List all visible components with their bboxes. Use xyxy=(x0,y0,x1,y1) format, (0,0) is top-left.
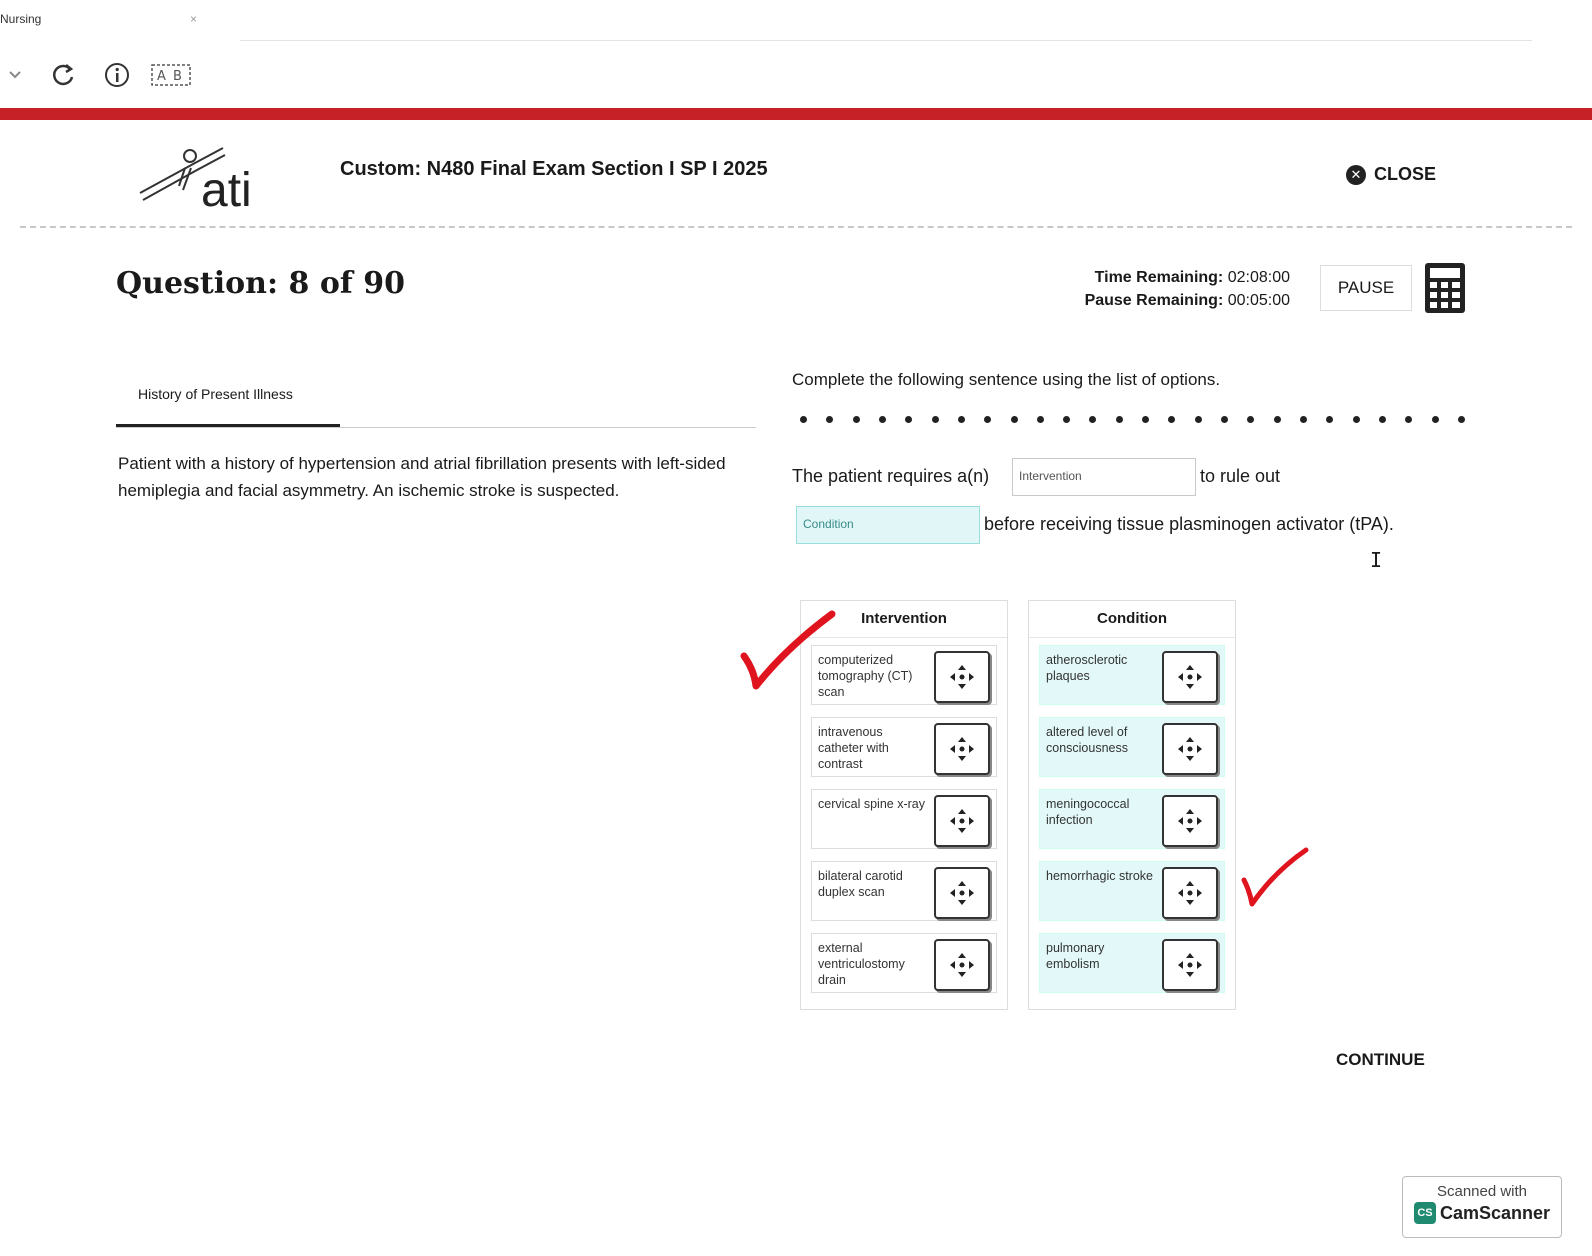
checkmark-annotation-icon xyxy=(1240,846,1310,910)
svg-text:B: B xyxy=(173,69,182,84)
divider-dot xyxy=(853,416,860,423)
move-handle-icon[interactable] xyxy=(934,867,990,919)
divider-dot xyxy=(1168,416,1175,423)
chevron-down-icon[interactable] xyxy=(0,60,30,90)
pause-button[interactable]: PAUSE xyxy=(1320,265,1412,311)
question-counter: Question: 8 of 90 xyxy=(116,266,405,301)
tab-history-present-illness[interactable]: History of Present Illness xyxy=(138,386,293,402)
close-label: CLOSE xyxy=(1374,164,1437,184)
move-handle-icon[interactable] xyxy=(1162,795,1218,847)
intervention-option[interactable] xyxy=(811,789,997,849)
info-icon[interactable] xyxy=(102,60,132,90)
option-label: cervical spine x-ray xyxy=(818,797,925,811)
close-icon: ✕ xyxy=(1346,165,1366,185)
option-label: hemorrhagic stroke xyxy=(1046,869,1153,883)
divider-dot xyxy=(1142,416,1149,423)
divider-dot xyxy=(1089,416,1096,423)
move-handle-icon[interactable] xyxy=(934,651,990,703)
tab-close-icon[interactable]: × xyxy=(190,12,198,26)
option-label: external ventriculostomy drain xyxy=(818,941,905,987)
option-label: computerized tomography (CT) scan xyxy=(818,653,913,699)
time-remaining-label: Time Remaining: xyxy=(1094,269,1224,286)
move-handle-icon[interactable] xyxy=(1162,939,1218,991)
condition-option[interactable] xyxy=(1039,861,1225,921)
reload-icon[interactable] xyxy=(48,60,78,90)
divider-dot xyxy=(1458,416,1465,423)
divider-dot xyxy=(800,416,807,423)
divider-dot xyxy=(1247,416,1254,423)
close-button[interactable] xyxy=(1346,164,1436,185)
condition-option[interactable] xyxy=(1039,789,1225,849)
divider-dot xyxy=(1405,416,1412,423)
camscanner-icon: CS xyxy=(1414,1202,1436,1224)
brand-bar xyxy=(0,108,1592,120)
time-remaining-value: 02:08:00 xyxy=(1227,269,1290,286)
move-handle-icon[interactable] xyxy=(1162,651,1218,703)
intervention-option[interactable] xyxy=(811,933,997,993)
tab-strip-divider xyxy=(240,40,1532,41)
intervention-header: Intervention xyxy=(801,601,1007,638)
divider-dot xyxy=(1063,416,1070,423)
timer-panel xyxy=(1040,266,1290,312)
tab-divider xyxy=(116,427,756,428)
checkmark-annotation-icon xyxy=(738,608,838,692)
move-handle-icon[interactable] xyxy=(934,723,990,775)
divider-dot xyxy=(1353,416,1360,423)
sentence-part-3: before receiving tissue plasminogen activator (tPA). xyxy=(984,514,1394,534)
option-label: bilateral carotid duplex scan xyxy=(818,869,903,899)
reader-mode-icon[interactable] xyxy=(156,60,186,90)
condition-drop-zone[interactable]: Condition xyxy=(796,506,980,544)
divider-dot xyxy=(879,416,886,423)
divider-dot xyxy=(1195,416,1202,423)
scanner-brand xyxy=(1403,1202,1561,1224)
divider-dot xyxy=(1379,416,1386,423)
scanner-brand-name: CamScanner xyxy=(1439,1202,1551,1223)
divider-dot xyxy=(1037,416,1044,423)
question-instruction: Complete the following sentence using the list of options. xyxy=(792,370,1221,389)
divider-dot xyxy=(826,416,833,423)
continue-button[interactable]: CONTINUE xyxy=(1336,1050,1425,1069)
intervention-option[interactable] xyxy=(811,717,997,777)
divider-dot xyxy=(1011,416,1018,423)
header-divider xyxy=(20,226,1572,228)
ati-logo xyxy=(135,138,275,217)
logo-text: ati xyxy=(201,164,252,217)
intervention-option[interactable] xyxy=(811,861,997,921)
condition-option[interactable] xyxy=(1039,717,1225,777)
condition-option[interactable] xyxy=(1039,933,1225,993)
history-text: Patient with a history of hypertension and atrial fibrillation presents with left-sided hemiplegia and facial asymmetry. An ischemic stroke is suspected. xyxy=(118,454,726,500)
move-handle-icon[interactable] xyxy=(934,939,990,991)
condition-column xyxy=(1028,600,1236,1010)
exam-title: Custom: N480 Final Exam Section I SP I 2025 xyxy=(340,158,768,180)
calculator-icon[interactable] xyxy=(1424,262,1466,314)
option-label: altered level of consciousness xyxy=(1046,725,1128,755)
move-handle-icon[interactable] xyxy=(934,795,990,847)
divider-dot xyxy=(932,416,939,423)
sentence-part-2: to rule out xyxy=(1200,466,1281,486)
divider-dot xyxy=(1221,416,1228,423)
sentence-part-1: The patient requires a(n) xyxy=(792,466,990,486)
browser-toolbar xyxy=(0,56,240,96)
intervention-option[interactable] xyxy=(811,645,997,705)
condition-header: Condition xyxy=(1029,601,1235,638)
option-label: meningococcal infection xyxy=(1046,797,1130,827)
divider-dot xyxy=(1274,416,1281,423)
browser-tab-title[interactable]: Nursing xyxy=(0,12,42,26)
pause-remaining-value: 00:05:00 xyxy=(1227,292,1290,309)
move-handle-icon[interactable] xyxy=(1162,867,1218,919)
move-handle-icon[interactable] xyxy=(1162,723,1218,775)
condition-option[interactable] xyxy=(1039,645,1225,705)
divider-dot xyxy=(958,416,965,423)
text-cursor-icon: I xyxy=(1370,548,1383,572)
svg-text:A: A xyxy=(157,69,166,84)
option-label: atherosclerotic plaques xyxy=(1046,653,1128,683)
option-label: pulmonary embolism xyxy=(1046,941,1105,971)
option-label: intravenous catheter with contrast xyxy=(818,725,889,771)
divider-dot xyxy=(1326,416,1333,423)
divider-dot xyxy=(1432,416,1439,423)
dotted-divider xyxy=(800,416,1465,428)
divider-dot xyxy=(1116,416,1123,423)
divider-dot xyxy=(905,416,912,423)
divider-dot xyxy=(1300,416,1307,423)
pause-remaining-label: Pause Remaining: xyxy=(1084,292,1224,309)
intervention-drop-zone[interactable]: Intervention xyxy=(1012,458,1196,496)
scanner-caption: Scanned with xyxy=(1436,1183,1528,1200)
divider-dot xyxy=(984,416,991,423)
camscanner-watermark xyxy=(1402,1176,1562,1238)
